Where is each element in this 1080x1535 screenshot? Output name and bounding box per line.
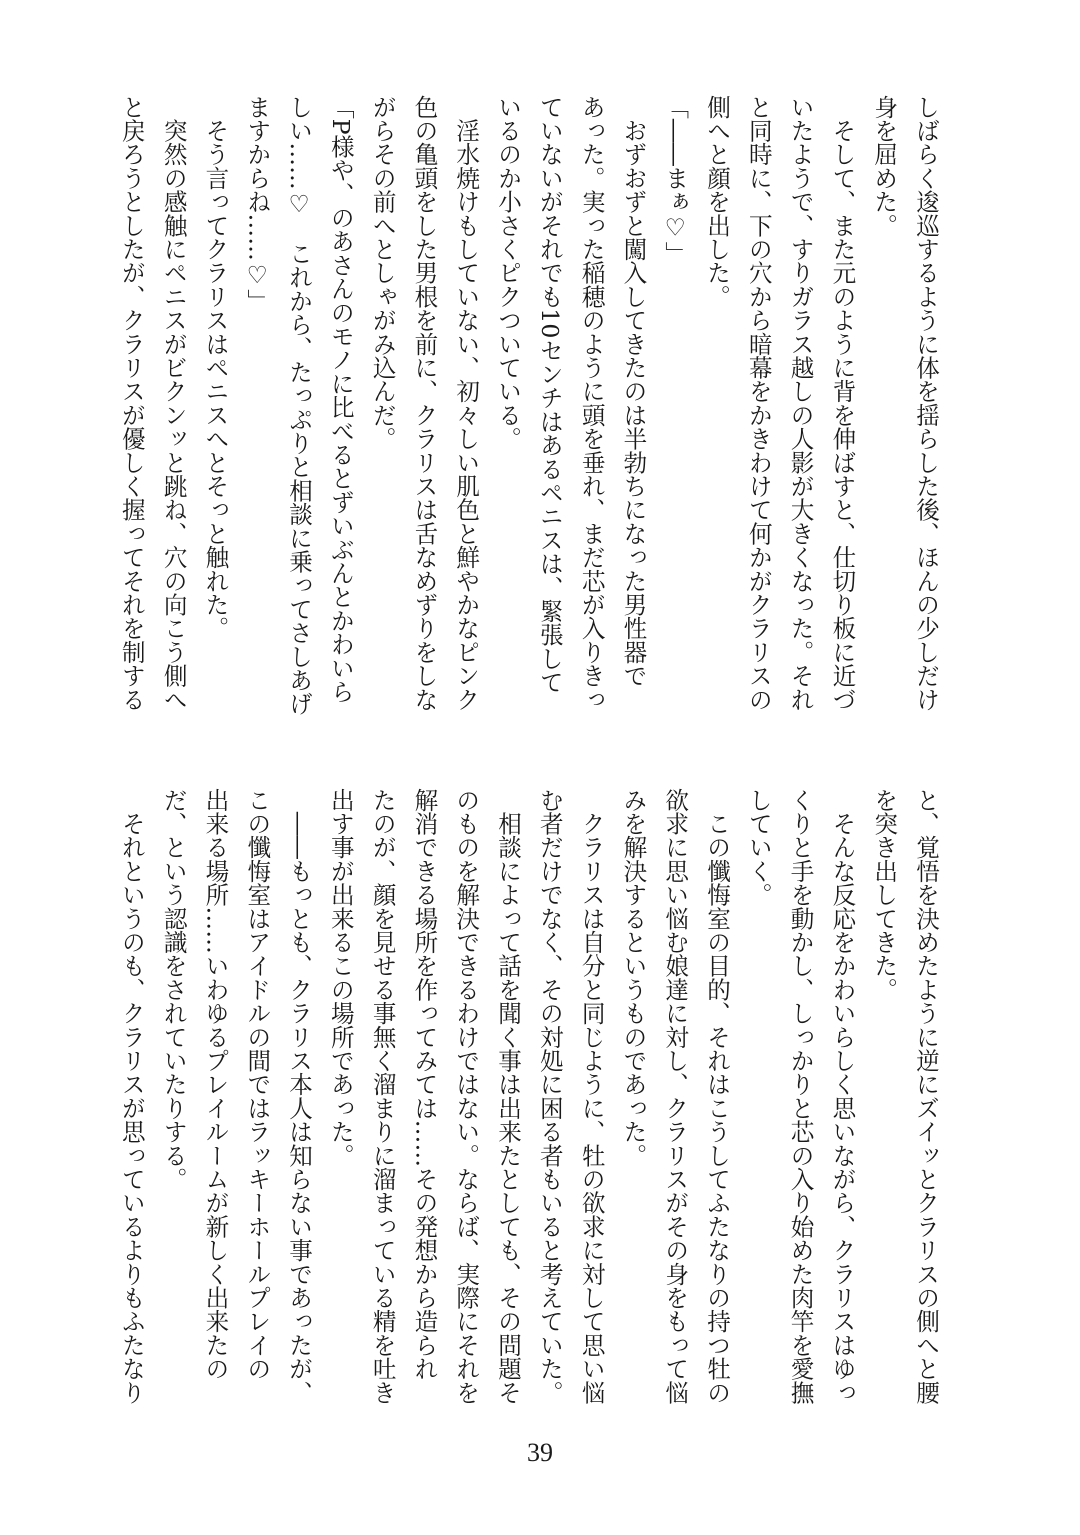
- text-column: この懺悔室はアイドルの間ではラッキーホールプレイの: [243, 788, 272, 1381]
- text-column: のものを解決できるわけではない。ならば、実際にそれを: [452, 788, 481, 1405]
- page-number: 39: [527, 1438, 553, 1467]
- text-column: いるのか小さくピクついている。: [494, 95, 523, 451]
- text-column: みを解決するというものであった。: [619, 788, 648, 1168]
- text-column: 出来る場所……いわゆるプレイルームが新しく出来たの: [201, 788, 230, 1381]
- text-block-bottom: [110, 788, 946, 1418]
- text-column: ――もっとも、クラリス本人は知らない事であったが、: [285, 788, 314, 1405]
- text-column: いたようで、すりガラス越しの人影が大きくなった。それ: [786, 95, 815, 712]
- text-column: がらその前へとしゃがみ込んだ。: [368, 95, 397, 451]
- text-column: む者だけでなく、その対処に困る者もいると考えていた。: [535, 788, 564, 1405]
- text-column: 突然の感触にペニスがビクンッと跳ね、穴の向こう側へ: [159, 95, 188, 712]
- text-column: だ、という認識をされていたりする。: [159, 788, 188, 1191]
- text-column: たのが、顔を見せる事無く溜まりに溜まっている精を吐き: [368, 788, 397, 1405]
- text-column: 「P様や、のあさんのモノに比べるとずいぶんとかわいら: [326, 95, 355, 704]
- text-column: 「――まぁ♡」: [661, 95, 690, 266]
- text-column: おずおずと闖入してきたのは半勃ちになった男性器で: [619, 95, 648, 688]
- text-column: 出す事が出来るこの場所であった。: [326, 788, 355, 1168]
- text-column: しい……♡ これから、たっぷりと相談に乗ってさしあげ: [285, 95, 314, 716]
- text-column: と同時に、下の穴から暗幕をかきわけて何かがクラリスの: [744, 95, 773, 712]
- text-column: くりと手を動かし、しっかりと芯の入り始めた肉竿を愛撫: [786, 788, 815, 1405]
- text-column: そんな反応をかわいらしく思いながら、クラリスはゆっ: [828, 788, 857, 1405]
- text-column: それというのも、クラリスが思っているよりもふたなり: [117, 788, 146, 1405]
- text-column: そして、また元のように背を伸ばすと、仕切り板に近づ: [828, 95, 857, 712]
- text-block-top: [110, 95, 946, 725]
- text-column: 淫水焼けもしていない、初々しい肌色と鮮やかなピンク: [452, 95, 481, 712]
- text-column: しばらく逡巡するように体を揺らした後、ほんの少しだけ: [912, 95, 940, 712]
- text-column: 身を屈めた。: [870, 95, 899, 238]
- text-column: 欲求に思い悩む娘達に対し、クラリスがその身をもって悩: [661, 788, 690, 1405]
- text-column: 解消できる場所を作ってみては……その発想から造られ: [410, 788, 439, 1381]
- text-column: と、覚悟を決めたように逆にズイッとクラリスの側へと腰: [912, 788, 940, 1405]
- text-column: 側へと顔を出した。: [703, 95, 732, 309]
- text-column: この懺悔室の目的、それはこうしてふたなりの持つ牡の: [703, 788, 732, 1405]
- text-column: クラリスは自分と同じように、牡の欲求に対して思い悩: [577, 788, 606, 1405]
- text-column: 相談によって話を聞く事は出来たとしても、その問題そ: [494, 788, 523, 1405]
- text-column: を突き出してきた。: [870, 788, 899, 1002]
- text-column: そう言ってクラリスはペニスへとそっと触れた。: [201, 95, 230, 641]
- text-column: 色の亀頭をした男根を前に、クラリスは舌なめずりをしな: [410, 95, 439, 712]
- text-column: していく。: [744, 788, 773, 907]
- text-column: ますからね……♡」: [243, 95, 272, 313]
- text-column: あった。実った稲穂のように頭を垂れ、まだ芯が入りきっ: [577, 95, 606, 712]
- text-column: ていないがそれでも10センチはあるペニスは、緊張して: [535, 95, 564, 695]
- text-column: と戻ろうとしたが、クラリスが優しく握ってそれを制する: [117, 95, 146, 712]
